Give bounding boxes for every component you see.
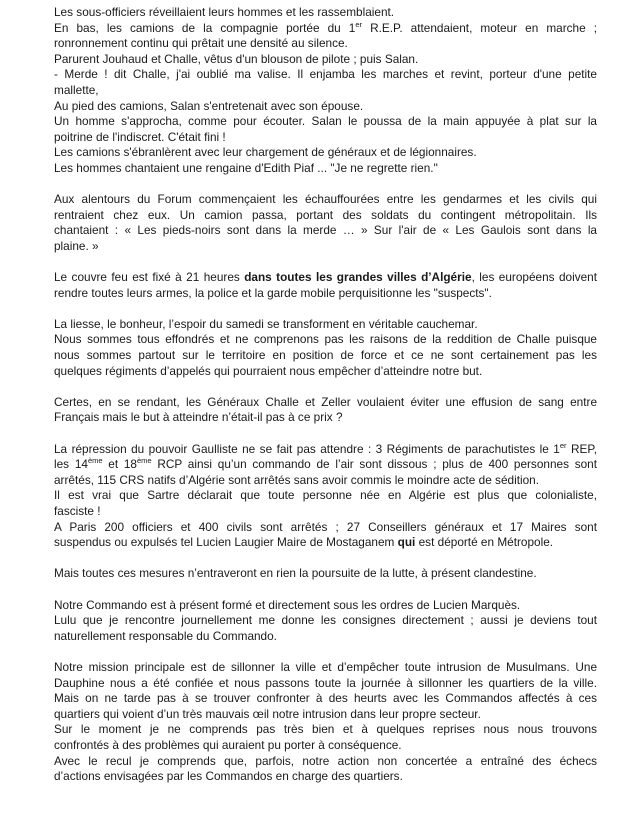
text-line: Notre mission principale est de sillonner la ville et d’empêcher toute intrusion de Musulmans. Une <box>54 659 597 674</box>
text-line <box>54 535 597 551</box>
text-line: Avec le recul je comprends que, parfois, notre action non concertée a entraîné des échecs <box>54 753 597 768</box>
text-line: ronronnement continu qui prêtait une densité au silence. <box>54 36 348 51</box>
text-line: Notre Commando est à présent formé et directement sous les ordres de Lucien Marquès. <box>54 597 521 612</box>
text-run: R.E.P. attendaient, moteur en marche ; <box>362 20 597 35</box>
paragraph <box>54 270 597 301</box>
text-line: Certes, en se rendant, les Généraux Challe et Zeller voulaient éviter une effusion de sang entre <box>54 394 597 409</box>
text-line: rendre toutes leurs armes, la police et la garde mobile perquisitionne les "suspects". <box>54 285 492 300</box>
text-line: Sur le moment je ne comprends pas très bien et à quelques reprises nous nous trouvons <box>54 722 597 737</box>
text-line: Lulu que je rencontre journellement me donne les consignes directement ; aussi je deviens tout <box>54 613 597 628</box>
paragraph <box>54 192 597 254</box>
paragraph <box>54 395 597 426</box>
text-line: Au pied des camions, Salan s'entretenait avec son épouse. <box>54 98 364 113</box>
text-line: Dauphine nous a été confiée et nous passons toute la journée à sillonner les quartiers de la ville. <box>54 675 597 690</box>
text-line: Aux alentours du Forum commençaient les échauffourées entre les gendarmes et les civils qui <box>54 192 597 207</box>
text-run: est déporté en Métropole. <box>415 535 554 550</box>
text-line: A Paris 200 officiers et 400 civils sont arrêtés ; 27 Conseillers généraux et 17 Maires sont <box>54 519 597 534</box>
text-run: , les européens doivent <box>471 270 597 285</box>
superscript: er <box>355 19 363 29</box>
text-line: Les hommes chantaient une rengaine d'Edith Piaf ... "Je ne regrette rien." <box>54 160 438 175</box>
text-line: poitrine de l'indiscret. C'était fini ! <box>54 129 226 144</box>
text-line: Mais toutes ces mesures n’entraveront en rien la poursuite de la lutte, à présent clandestine. <box>54 566 537 581</box>
text-line: d’actions envisagées par les Commandos en charge des quartiers. <box>54 769 403 784</box>
text-run: RCP ainsi qu’un commando de l’air sont dissous ; plus de 400 personnes sont <box>151 457 598 472</box>
text-line: Les sous-officiers réveillaient leurs hommes et les rassemblaient. <box>54 5 395 19</box>
text-line: quartiers qui voient d’un très mauvais œil notre intrusion dans leur propre secteur. <box>54 706 481 721</box>
bold-text: dans toutes les grandes villes d’Algérie <box>244 270 472 285</box>
text-line <box>54 21 597 37</box>
text-run: et 18 <box>102 457 137 472</box>
text-line: Français mais le but à atteindre n’était-il pas à ce prix ? <box>54 410 343 425</box>
paragraph <box>54 598 597 645</box>
text-run: Le couvre feu est fixé à 21 heures <box>54 270 245 285</box>
text-line: Un homme s'approcha, comme pour écouter. Salan le poussa de la main appuyée à plat sur la <box>54 114 597 129</box>
bold-text: qui <box>397 535 416 550</box>
text-line: mallette, <box>54 82 99 97</box>
text-line: arrêtés, 115 CRS natifs d’Algérie sont arrêtés sans avoir commis le moindre acte de sédition. <box>54 472 539 487</box>
text-line: fasciste ! <box>54 504 101 518</box>
superscript: er <box>559 440 567 450</box>
text-line <box>54 457 597 473</box>
superscript: ème <box>137 456 152 466</box>
text-line: naturellement responsable du Commando. <box>54 628 277 643</box>
text-line: Mais on ne tarde pas à se trouver confronter à des heurts avec les Commandos affectés à ces <box>54 691 597 706</box>
text-line: plaine. » <box>54 238 99 253</box>
paragraph <box>54 566 597 582</box>
text-line: - Merde ! dit Challe, j'ai oublié ma valise. Il enjamba les marches et revint, porteur d'une petite <box>54 67 597 82</box>
text-line: Les camions s'ébranlèrent avec leur chargement de généraux et de légionnaires. <box>54 145 477 160</box>
text-run: En bas, les camions de la compagnie portée du 1 <box>54 20 356 35</box>
text-run: suspendus ou expulsés tel Lucien Laugier Maire de Mostaganem <box>54 535 398 550</box>
text-line: rentraient chez eux. Un camion passa, portant des soldats du contingent métropolitain. Ils <box>54 207 597 222</box>
text-line: nous sommes partout sur le territoire en position de force et ce ne sont certainement pas les <box>54 348 597 363</box>
paragraph <box>54 442 597 551</box>
text-line: quelques régiments d’appelés qui pourraient nous empêcher d’atteindre notre but. <box>54 363 483 378</box>
text-line: Nous sommes tous effondrés et ne comprenons pas les raisons de la reddition de Challe puisque <box>54 332 597 347</box>
text-line: Il est vrai que Sartre déclarait que toute personne née en Algérie est plus que colonialiste, <box>54 488 597 503</box>
paragraph <box>54 5 597 177</box>
text-run: REP, <box>566 441 598 456</box>
text-run: La répression du pouvoir Gaulliste ne se fait pas attendre : 3 Régiments de parachutistes le 1 <box>54 441 560 456</box>
document-body <box>54 5 597 785</box>
paragraph <box>54 317 597 379</box>
text-line: Parurent Jouhaud et Challe, vêtus d'un blouson de pilote ; puis Salan. <box>54 51 419 66</box>
text-line <box>54 442 597 458</box>
text-line <box>54 270 597 286</box>
text-line: chantaient : « Les pieds-noirs sont dans la merde … » Sur l'air de « Les Gaulois sont dans la <box>54 223 597 238</box>
text-run: les 14 <box>54 457 88 472</box>
text-line: confrontés à des problèmes qui auraient pu porter à conséquence. <box>54 737 402 752</box>
text-line: La liesse, le bonheur, l’espoir du samedi se transforment en véritable cauchemar. <box>54 316 478 331</box>
paragraph <box>54 660 597 785</box>
superscript: ème <box>87 456 103 466</box>
